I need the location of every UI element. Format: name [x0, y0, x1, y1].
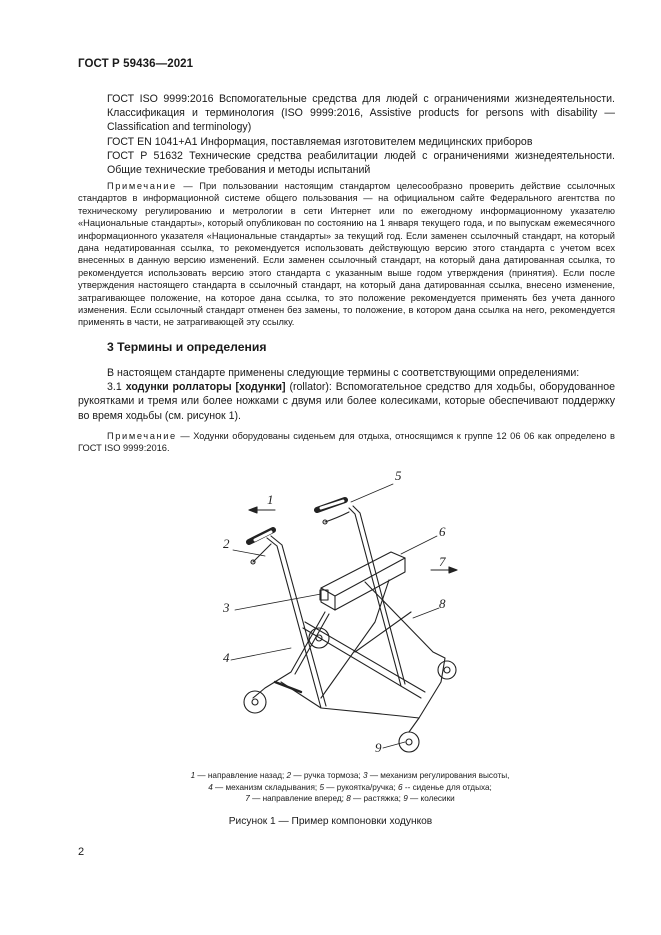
legend-text: — направление назад;	[195, 771, 287, 780]
document-header: ГОСТ Р 59436—2021	[78, 58, 194, 70]
section-title: 3 Термины и определения	[107, 340, 267, 354]
legend-text: — ручка тормоза;	[291, 771, 363, 780]
label-2: 2	[223, 536, 230, 551]
rear-frame	[253, 580, 445, 718]
handle-grips	[249, 500, 345, 542]
legend-key: 4	[208, 782, 213, 792]
label-6: 6	[439, 524, 446, 539]
legend-line	[120, 770, 580, 782]
label-4: 4	[223, 650, 230, 665]
term-number: 3.1	[107, 381, 122, 394]
label-7: 7	[439, 554, 446, 569]
reference-item: ГОСТ ISO 9999:2016 Вспомогательные средства для людей с ограничениями жизнедеятельности. Классификация и терминология (ISO 9999:2016, Assistive products for persons with disability — Classification and terminology)	[107, 93, 615, 134]
legend-key: 1	[190, 771, 196, 780]
term-definition-paragraph	[78, 380, 615, 423]
legend-text: — механизм регулирования высоты,	[367, 771, 510, 780]
legend-key: 7	[245, 794, 250, 804]
section-intro: В настоящем стандарте применены следующие термины с соответствующими определениями:	[107, 367, 580, 379]
legend-key: 6	[398, 782, 403, 792]
wheels	[244, 628, 456, 752]
legend-text: — колесики	[407, 794, 455, 804]
legend-line	[120, 782, 580, 794]
seat	[321, 552, 405, 610]
label-3: 3	[223, 600, 230, 615]
legend-text: — рукоятка/ручка;	[324, 782, 398, 792]
legend-key: 5	[319, 782, 325, 792]
folding-mechanism	[275, 682, 301, 692]
leader-lines	[231, 484, 439, 748]
legend-key: 9	[403, 794, 408, 804]
label-8: 8	[439, 596, 446, 611]
rollator-figure	[205, 462, 485, 762]
legend-text: — направление вперед;	[249, 794, 347, 804]
reference-item: ГОСТ EN 1041+A1 Информация, поставляемая изготовителем медицинских приборов	[107, 135, 533, 148]
reference-item: ГОСТ Р 51632 Технические средства реабилитации людей с ограничениями жизнедеятельности. Общие технические требования и методы испытаний	[107, 149, 615, 177]
note-references	[78, 180, 615, 329]
legend-key: 2	[286, 771, 292, 780]
legend-key: 8	[346, 794, 351, 804]
label-9: 9	[375, 740, 382, 755]
legend-line	[120, 793, 580, 805]
legend-text: — растяжка;	[350, 794, 404, 804]
figure-caption: Рисунок 1 — Пример компоновки ходунков	[228, 816, 433, 827]
section-body	[78, 366, 615, 423]
legend-text: -- сиденье для отдыха;	[402, 782, 492, 792]
references-list	[107, 92, 615, 177]
page-number: 2	[78, 846, 85, 858]
note-label: Примечание	[107, 181, 177, 191]
term-definition: (rollator): Вспомогательное средство для ходьбы, оборудованное рукоятками и тремя или более ножками с двумя или более колесиками, которые обеспечивают поддержку во время ходьбы (см. рисунок 1).	[78, 381, 615, 422]
note-term	[78, 430, 615, 455]
arrow-backward	[249, 507, 275, 513]
term-name: ходунки роллаторы [ходунки]	[125, 381, 286, 394]
label-1: 1	[267, 492, 274, 507]
note-label: Примечание	[107, 431, 177, 441]
legend-key: 3	[362, 771, 368, 780]
figure-legend	[120, 770, 580, 805]
legend-text: — механизм складывания;	[212, 782, 320, 792]
note-text: — При пользовании настоящим стандартом целесообразно проверить действие ссылочных стандартов в информационной системе общего пользования — на официальном сайте Федерального агентства по техническому регулированию и метрологии в сети Интернет или по ежегодному информационному указателю «Национальные стандарты», который опубликован по состоянию на 1 января текущего года, и по выпускам ежемесячного информационного указателя «Национальные стандарты» за текущий год. Если заменен ссылочный стандарт, на который дана недатированная ссылка, то рекомендуется использовать действующую версию этого стандарта с учетом всех внесенных в данную версию изменений. Если заменен ссылочный стандарт, на который дана датированная ссылка, то рекомендуется использовать версию этого стандарта с указанным выше годом утверждения (принятия). Если после утверждения настоящего стандарта в ссылочный стандарт, на который дана датированная ссылка, внесено изменение, затрагивающее положение, на которое дана ссылка, то это положение рекомендуется применять без учета данного изменения. Если ссылочный стандарт отменен без замены, то положение, в котором дана ссылка на него, рекомендуется применять в части, не затрагивающей эту ссылку.	[78, 181, 615, 328]
label-5: 5	[395, 468, 402, 483]
brake-levers	[251, 512, 349, 564]
note-text: — Ходунки оборудованы сиденьем для отдыха, относящимся к группе 12 06 06 как определено в ГОСТ ISO 9999:2016.	[78, 431, 615, 454]
